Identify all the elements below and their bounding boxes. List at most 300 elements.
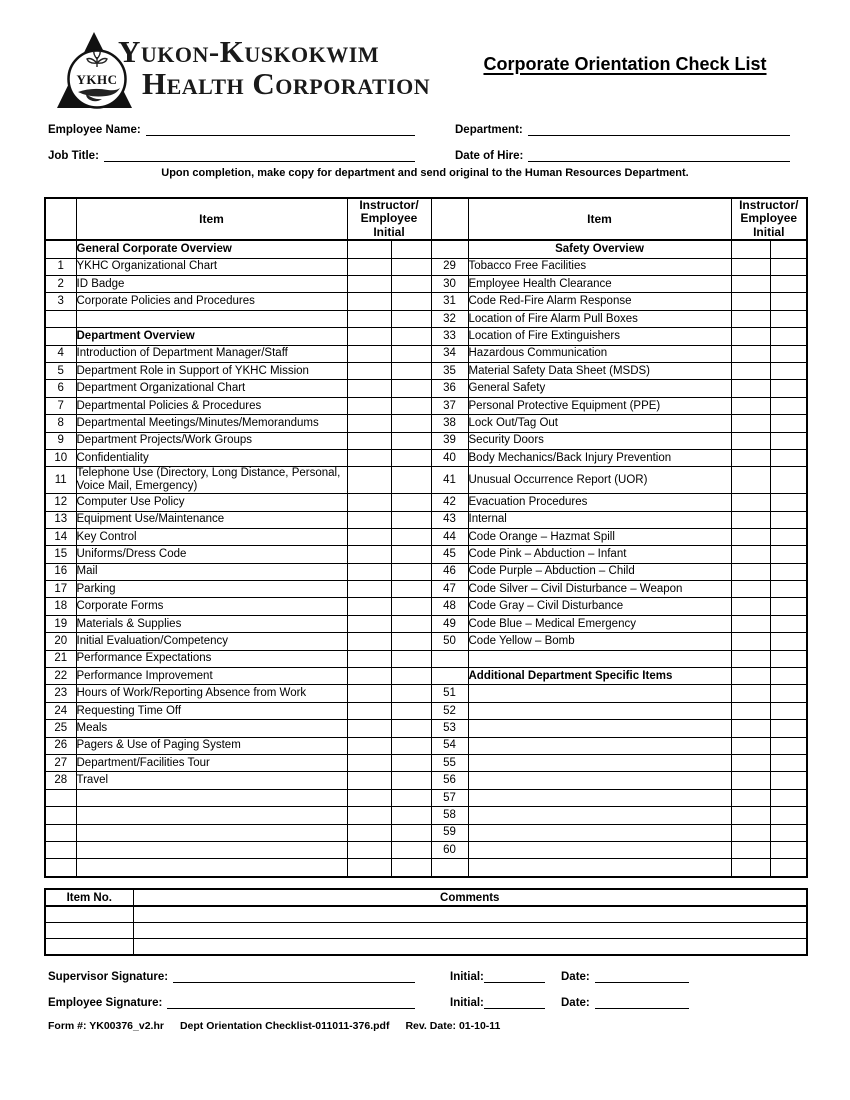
item-number-cell	[45, 841, 76, 858]
employee-initial-cell[interactable]	[391, 432, 431, 449]
item-number-cell: 20	[45, 633, 76, 650]
item-label-cell: Hours of Work/Reporting Absence from Work	[76, 685, 347, 702]
department-input-line[interactable]	[528, 122, 790, 136]
instructor-initial-cell[interactable]	[731, 546, 770, 563]
item-label-cell: Location of Fire Alarm Pull Boxes	[468, 310, 731, 327]
employee-initial-cell[interactable]	[770, 859, 807, 877]
item-number-cell: 17	[45, 581, 76, 598]
instructor-initial-cell[interactable]	[347, 737, 391, 754]
employee-initial-cell[interactable]	[391, 450, 431, 467]
instructor-initial-cell[interactable]	[731, 789, 770, 806]
item-label-cell: Personal Protective Equipment (PPE)	[468, 397, 731, 414]
item-number-cell: 7	[45, 397, 76, 414]
comment-text-cell[interactable]	[133, 923, 807, 939]
instructor-initial-cell[interactable]	[731, 467, 770, 494]
comment-row	[45, 939, 807, 956]
item-number-cell: 30	[431, 276, 468, 293]
checklist-row	[45, 415, 807, 432]
initial-header-line3: Initial	[753, 224, 785, 239]
employee-signature-line[interactable]	[167, 995, 415, 1009]
comment-text-cell[interactable]	[133, 906, 807, 923]
item-label-cell: Performance Improvement	[76, 668, 347, 685]
item-number-cell: 25	[45, 720, 76, 737]
completion-instruction: Upon completion, make copy for department and send original to the Human Resources Department.	[161, 167, 689, 179]
employee-initial-cell[interactable]	[391, 841, 431, 858]
employee-initial-cell[interactable]	[770, 598, 807, 615]
item-number-cell: 26	[45, 737, 76, 754]
page-title: Corporate Orientation Check List	[483, 54, 767, 74]
supervisor-signature-line[interactable]	[173, 969, 415, 983]
employee-initial-cell[interactable]	[391, 772, 431, 789]
instructor-initial-cell[interactable]	[347, 789, 391, 806]
instructor-initial-cell[interactable]	[347, 581, 391, 598]
instructor-initial-cell[interactable]	[347, 650, 391, 667]
item-label-cell: Lock Out/Tag Out	[468, 415, 731, 432]
item-number-cell: 5	[45, 363, 76, 380]
item-number-cell: 54	[431, 737, 468, 754]
item-number-cell	[45, 328, 76, 345]
checklist-row	[45, 685, 807, 702]
employee-date-line[interactable]	[595, 995, 689, 1009]
item-number-cell: 23	[45, 685, 76, 702]
item-label-cell: Introduction of Department Manager/Staff	[76, 345, 347, 362]
employee-initial-cell[interactable]	[770, 397, 807, 414]
department-label: Department:	[455, 124, 523, 136]
employee-initial-cell[interactable]	[391, 807, 431, 824]
instructor-initial-cell[interactable]	[347, 363, 391, 380]
item-number-cell: 3	[45, 293, 76, 310]
employee-initial-cell[interactable]	[391, 328, 431, 345]
item-number-cell	[45, 310, 76, 327]
employee-initial-cell[interactable]	[391, 633, 431, 650]
instructor-initial-cell[interactable]	[347, 824, 391, 841]
instructor-initial-cell[interactable]	[731, 363, 770, 380]
instructor-initial-cell[interactable]	[731, 511, 770, 528]
employee-initial-cell[interactable]	[391, 363, 431, 380]
instructor-initial-cell[interactable]	[731, 276, 770, 293]
instructor-initial-cell[interactable]	[347, 380, 391, 397]
item-label-cell: Department Projects/Work Groups	[76, 432, 347, 449]
instructor-initial-cell[interactable]	[347, 528, 391, 545]
instructor-initial-cell[interactable]	[731, 755, 770, 772]
instructor-initial-cell[interactable]	[347, 293, 391, 310]
employee-initial-cell[interactable]	[391, 546, 431, 563]
checklist-row	[45, 615, 807, 632]
item-label-cell: Key Control	[76, 528, 347, 545]
comments-header: Comments	[133, 889, 807, 906]
instructor-initial-cell[interactable]	[347, 240, 391, 258]
comment-text-cell[interactable]	[133, 939, 807, 956]
employee-initial-line[interactable]	[484, 995, 545, 1009]
employee-initial-cell[interactable]	[770, 494, 807, 511]
item-label-cell	[76, 310, 347, 327]
item-number-cell: 45	[431, 546, 468, 563]
instructor-initial-cell[interactable]	[347, 276, 391, 293]
item-label-cell: Additional Department Specific Items	[468, 668, 731, 685]
instructor-initial-cell[interactable]	[731, 807, 770, 824]
item-label-cell: Initial Evaluation/Competency	[76, 633, 347, 650]
employee-initial-cell[interactable]	[770, 258, 807, 275]
instructor-initial-cell[interactable]	[347, 755, 391, 772]
item-label-cell: Telephone Use (Directory, Long Distance, Personal, Voice Mail, Emergency)	[76, 467, 347, 494]
item-label-cell: Materials & Supplies	[76, 615, 347, 632]
employee-initial-cell[interactable]	[391, 755, 431, 772]
item-number-cell	[431, 240, 468, 258]
employee-initial-cell[interactable]	[391, 240, 431, 258]
number-column-header	[431, 198, 468, 240]
employee-initial-cell[interactable]	[391, 598, 431, 615]
employee-initial-cell[interactable]	[770, 737, 807, 754]
item-number-cell: 4	[45, 345, 76, 362]
instructor-initial-cell[interactable]	[347, 310, 391, 327]
instructor-initial-cell[interactable]	[731, 415, 770, 432]
instructor-initial-cell[interactable]	[731, 494, 770, 511]
employee-initial-cell[interactable]	[770, 380, 807, 397]
employee-initial-cell[interactable]	[770, 432, 807, 449]
item-label-cell: YKHC Organizational Chart	[76, 258, 347, 275]
item-label-cell	[468, 772, 731, 789]
item-label-cell: Unusual Occurrence Report (UOR)	[468, 467, 731, 494]
instructor-initial-cell[interactable]	[347, 807, 391, 824]
instructor-initial-cell[interactable]	[347, 450, 391, 467]
item-number-cell	[45, 824, 76, 841]
employee-initial-cell[interactable]	[391, 615, 431, 632]
item-label-cell: Code Pink – Abduction – Infant	[468, 546, 731, 563]
item-number-cell	[431, 859, 468, 877]
employee-initial-cell[interactable]	[770, 807, 807, 824]
item-number-cell: 28	[45, 772, 76, 789]
employee-initial-cell[interactable]	[391, 650, 431, 667]
item-number-cell	[45, 789, 76, 806]
instructor-initial-cell[interactable]	[347, 397, 391, 414]
employee-initial-cell[interactable]	[391, 310, 431, 327]
initial-column-header	[731, 198, 807, 240]
instructor-initial-cell[interactable]	[731, 397, 770, 414]
item-label-cell: Code Silver – Civil Disturbance – Weapon	[468, 581, 731, 598]
item-label-cell	[468, 841, 731, 858]
item-label-cell: Pagers & Use of Paging System	[76, 737, 347, 754]
employee-initial-cell[interactable]	[770, 772, 807, 789]
item-number-cell: 35	[431, 363, 468, 380]
item-label-cell: Departmental Policies & Procedures	[76, 397, 347, 414]
checklist-row	[45, 546, 807, 563]
item-number-cell: 32	[431, 310, 468, 327]
item-number-cell	[431, 668, 468, 685]
checklist-row	[45, 345, 807, 362]
instructor-initial-cell[interactable]	[731, 841, 770, 858]
item-label-cell: Code Gray – Civil Disturbance	[468, 598, 731, 615]
employee-initial-cell[interactable]	[770, 511, 807, 528]
instructor-initial-cell[interactable]	[731, 633, 770, 650]
item-label-cell	[76, 841, 347, 858]
instructor-initial-cell[interactable]	[347, 494, 391, 511]
instructor-initial-cell[interactable]	[731, 328, 770, 345]
item-label-cell	[76, 807, 347, 824]
item-number-cell: 49	[431, 615, 468, 632]
item-number-cell: 10	[45, 450, 76, 467]
item-number-cell: 51	[431, 685, 468, 702]
checklist-row	[45, 807, 807, 824]
instructor-initial-cell[interactable]	[731, 528, 770, 545]
item-label-cell	[468, 807, 731, 824]
employee-initial-cell[interactable]	[770, 668, 807, 685]
employee-initial-cell[interactable]	[770, 702, 807, 719]
item-number-cell: 59	[431, 824, 468, 841]
instructor-initial-cell[interactable]	[347, 668, 391, 685]
instructor-initial-cell[interactable]	[731, 581, 770, 598]
supervisor-date-line[interactable]	[595, 969, 689, 983]
employee-initial-cell[interactable]	[770, 563, 807, 580]
item-number-cell: 50	[431, 633, 468, 650]
employee-initial-cell[interactable]	[770, 633, 807, 650]
employee-initial-cell[interactable]	[391, 415, 431, 432]
instructor-initial-cell[interactable]	[347, 615, 391, 632]
item-number-cell: 58	[431, 807, 468, 824]
instructor-initial-cell[interactable]	[731, 450, 770, 467]
item-number-cell: 46	[431, 563, 468, 580]
employee-initial-cell[interactable]	[770, 824, 807, 841]
instructor-initial-cell[interactable]	[731, 258, 770, 275]
employee-initial-cell[interactable]	[391, 581, 431, 598]
employee-initial-cell[interactable]	[770, 789, 807, 806]
checklist-row	[45, 310, 807, 327]
employee-initial-cell[interactable]	[391, 789, 431, 806]
instructor-initial-cell[interactable]	[347, 772, 391, 789]
employee-initial-cell[interactable]	[391, 685, 431, 702]
item-number-cell: 38	[431, 415, 468, 432]
instructor-initial-cell[interactable]	[731, 702, 770, 719]
employee-initial-cell[interactable]	[391, 702, 431, 719]
comments-header-row	[45, 889, 807, 906]
checklist-row	[45, 650, 807, 667]
item-number-cell: 14	[45, 528, 76, 545]
item-number-cell	[45, 240, 76, 258]
item-label-cell: Location of Fire Extinguishers	[468, 328, 731, 345]
item-label-cell: Departmental Meetings/Minutes/Memorandums	[76, 415, 347, 432]
instructor-initial-cell[interactable]	[347, 563, 391, 580]
item-number-cell: 56	[431, 772, 468, 789]
instructor-initial-cell[interactable]	[731, 310, 770, 327]
instructor-initial-cell[interactable]	[347, 467, 391, 494]
employee-initial-cell[interactable]	[391, 528, 431, 545]
item-label-cell	[468, 650, 731, 667]
item-number-cell: 6	[45, 380, 76, 397]
instructor-initial-cell[interactable]	[731, 859, 770, 877]
employee-signature-row	[48, 995, 790, 1009]
instructor-initial-cell[interactable]	[347, 720, 391, 737]
supervisor-signature-label: Supervisor Signature:	[48, 971, 169, 983]
supervisor-date-label: Date:	[561, 971, 590, 983]
item-number-cell: 16	[45, 563, 76, 580]
employee-name-input-line[interactable]	[146, 122, 415, 136]
comment-item-no-cell[interactable]	[45, 923, 133, 939]
item-number-cell: 21	[45, 650, 76, 667]
instructor-initial-cell[interactable]	[347, 415, 391, 432]
checklist-row	[45, 467, 807, 494]
instructor-initial-cell[interactable]	[731, 293, 770, 310]
employee-initial-cell[interactable]	[770, 615, 807, 632]
instructor-initial-cell[interactable]	[731, 615, 770, 632]
instructor-initial-cell[interactable]	[731, 380, 770, 397]
employee-initial-cell[interactable]	[391, 859, 431, 877]
instructor-initial-cell[interactable]	[347, 859, 391, 877]
checklist-row	[45, 633, 807, 650]
number-column-header	[45, 198, 76, 240]
item-label-cell: Code Yellow – Bomb	[468, 633, 731, 650]
employee-initial-cell[interactable]	[391, 258, 431, 275]
instructor-initial-cell[interactable]	[347, 841, 391, 858]
checklist-row	[45, 702, 807, 719]
item-number-cell: 15	[45, 546, 76, 563]
employee-initial-cell[interactable]	[770, 240, 807, 258]
item-number-cell: 41	[431, 467, 468, 494]
instructor-initial-cell[interactable]	[347, 685, 391, 702]
instructor-initial-cell[interactable]	[347, 432, 391, 449]
item-number-cell: 43	[431, 511, 468, 528]
checklist-row	[45, 841, 807, 858]
employee-initial-cell[interactable]	[391, 345, 431, 362]
employee-initial-cell[interactable]	[770, 841, 807, 858]
employee-initial-cell[interactable]	[770, 293, 807, 310]
job-title-label: Job Title:	[48, 150, 99, 162]
item-label-cell: Mail	[76, 563, 347, 580]
item-number-cell: 13	[45, 511, 76, 528]
item-number-cell: 11	[45, 467, 76, 494]
employee-initial-cell[interactable]	[770, 363, 807, 380]
instructor-initial-cell[interactable]	[347, 598, 391, 615]
comment-item-no-cell[interactable]	[45, 939, 133, 956]
employee-initial-cell[interactable]	[391, 397, 431, 414]
item-label-cell: Code Orange – Hazmat Spill	[468, 528, 731, 545]
employee-initial-cell[interactable]	[391, 293, 431, 310]
employee-initial-cell[interactable]	[391, 668, 431, 685]
initial-header-line2: Employee	[740, 211, 798, 226]
checklist-row	[45, 397, 807, 414]
item-number-cell: 27	[45, 755, 76, 772]
logo-acronym: YKHC	[76, 72, 118, 87]
item-number-cell: 44	[431, 528, 468, 545]
comment-item-no-cell[interactable]	[45, 906, 133, 923]
instructor-initial-cell[interactable]	[731, 240, 770, 258]
employee-initial-cell[interactable]	[391, 737, 431, 754]
instructor-initial-cell[interactable]	[731, 345, 770, 362]
employee-initial-cell[interactable]	[391, 824, 431, 841]
instructor-initial-cell[interactable]	[731, 685, 770, 702]
item-label-cell: Corporate Policies and Procedures	[76, 293, 347, 310]
item-number-cell: 37	[431, 397, 468, 414]
employee-initial-cell[interactable]	[391, 467, 431, 494]
instructor-initial-cell[interactable]	[347, 633, 391, 650]
item-label-cell: Department Organizational Chart	[76, 380, 347, 397]
employee-initial-cell[interactable]	[770, 755, 807, 772]
instructor-initial-cell[interactable]	[347, 702, 391, 719]
item-number-cell	[45, 807, 76, 824]
employee-initial-cell[interactable]	[391, 511, 431, 528]
employee-initial-cell[interactable]	[770, 720, 807, 737]
employee-initial-cell[interactable]	[770, 345, 807, 362]
instructor-initial-cell[interactable]	[347, 546, 391, 563]
item-label-cell: Security Doors	[468, 432, 731, 449]
item-label-cell: Hazardous Communication	[468, 345, 731, 362]
employee-initial-cell[interactable]	[770, 450, 807, 467]
instructor-initial-cell[interactable]	[731, 772, 770, 789]
item-label-cell: Parking	[76, 581, 347, 598]
employee-initial-cell[interactable]	[770, 467, 807, 494]
item-number-cell: 18	[45, 598, 76, 615]
item-label-cell	[468, 859, 731, 877]
date-of-hire-label: Date of Hire:	[455, 150, 524, 162]
checklist-header-row	[45, 198, 807, 240]
employee-initial-cell[interactable]	[770, 581, 807, 598]
employee-initial-cell[interactable]	[391, 494, 431, 511]
item-label-cell: Department/Facilities Tour	[76, 755, 347, 772]
employee-initial-cell[interactable]	[770, 546, 807, 563]
initial-header-line2: Employee	[360, 211, 418, 226]
employee-initial-cell[interactable]	[770, 310, 807, 327]
instructor-initial-cell[interactable]	[731, 720, 770, 737]
item-label-cell: Internal	[468, 511, 731, 528]
item-no-header: Item No.	[45, 889, 133, 906]
instructor-initial-cell[interactable]	[731, 432, 770, 449]
employee-initial-cell[interactable]	[770, 650, 807, 667]
comment-row	[45, 923, 807, 939]
item-label-cell	[468, 789, 731, 806]
job-title-input-line[interactable]	[104, 148, 415, 162]
initial-header-line1: Instructor/	[739, 198, 799, 212]
item-number-cell: 53	[431, 720, 468, 737]
item-label-cell	[468, 685, 731, 702]
item-number-cell: 42	[431, 494, 468, 511]
employee-initial-cell[interactable]	[770, 415, 807, 432]
checklist-row	[45, 528, 807, 545]
item-number-cell: 57	[431, 789, 468, 806]
employee-initial-cell[interactable]	[391, 380, 431, 397]
employee-initial-cell[interactable]	[770, 276, 807, 293]
company-name	[118, 36, 430, 99]
instructor-initial-cell[interactable]	[347, 258, 391, 275]
instructor-initial-cell[interactable]	[347, 328, 391, 345]
employee-initial-cell[interactable]	[770, 528, 807, 545]
date-of-hire-input-line[interactable]	[528, 148, 790, 162]
item-label-cell: Computer Use Policy	[76, 494, 347, 511]
item-number-cell: 40	[431, 450, 468, 467]
item-number-cell: 34	[431, 345, 468, 362]
instructor-initial-cell[interactable]	[347, 511, 391, 528]
instructor-initial-cell[interactable]	[347, 345, 391, 362]
employee-initial-cell[interactable]	[391, 276, 431, 293]
employee-initial-cell[interactable]	[770, 685, 807, 702]
item-label-cell: Department Role in Support of YKHC Mission	[76, 363, 347, 380]
supervisor-initial-label: Initial:	[450, 971, 484, 983]
checklist-row	[45, 772, 807, 789]
employee-initial-cell[interactable]	[391, 720, 431, 737]
employee-initial-label: Initial:	[450, 997, 484, 1009]
item-label-cell: Department Overview	[76, 328, 347, 345]
instructor-initial-cell[interactable]	[731, 563, 770, 580]
supervisor-initial-line[interactable]	[484, 969, 545, 983]
instructor-initial-cell[interactable]	[731, 650, 770, 667]
instructor-initial-cell[interactable]	[731, 824, 770, 841]
instructor-initial-cell[interactable]	[731, 737, 770, 754]
company-name-line2: Health Corporation	[142, 66, 431, 101]
item-number-cell: 55	[431, 755, 468, 772]
employee-initial-cell[interactable]	[770, 328, 807, 345]
item-label-cell: Meals	[76, 720, 347, 737]
employee-initial-cell[interactable]	[391, 563, 431, 580]
instructor-initial-cell[interactable]	[731, 598, 770, 615]
field-row-1	[48, 122, 790, 136]
instructor-initial-cell[interactable]	[731, 668, 770, 685]
